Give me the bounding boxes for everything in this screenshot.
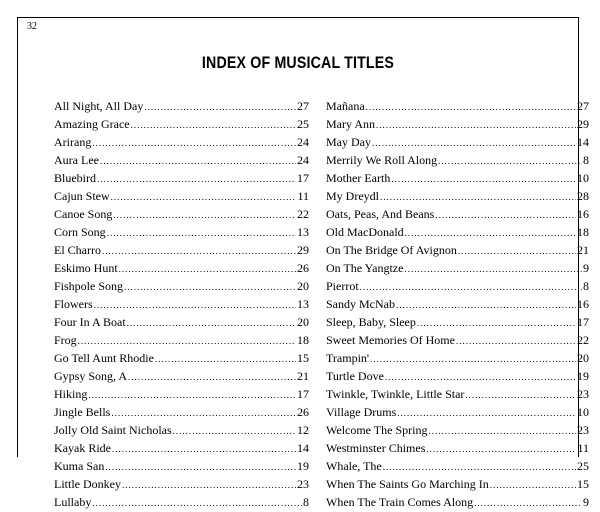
index-entry-title: Welcome The Spring xyxy=(326,423,428,437)
index-entry xyxy=(326,421,589,439)
index-entry-title: Corn Song xyxy=(54,225,106,239)
index-entry-title: Jolly Old Saint Nicholas xyxy=(54,423,172,437)
index-entry-title: Jingle Bells xyxy=(54,405,111,419)
index-entry-page: 18 xyxy=(577,225,589,239)
index-entry xyxy=(326,169,589,187)
dot-leader xyxy=(128,368,296,386)
index-entry-page: 11 xyxy=(577,441,589,455)
index-entry-page: 10 xyxy=(577,405,589,419)
index-entry-title: Sleep, Baby, Sleep xyxy=(326,315,416,329)
dot-leader xyxy=(92,494,302,512)
dot-leader xyxy=(88,386,296,404)
index-entry xyxy=(326,115,589,133)
index-entry xyxy=(326,313,589,331)
index-entry-title: Little Donkey xyxy=(54,477,121,491)
index-entry xyxy=(326,205,589,223)
index-entry-page: 20 xyxy=(297,315,309,329)
index-entry-title: Trampin' xyxy=(326,351,370,365)
dot-leader xyxy=(396,296,576,314)
index-entry xyxy=(326,187,589,205)
index-entry xyxy=(326,439,589,457)
dot-leader xyxy=(92,134,296,152)
dot-leader xyxy=(383,458,576,476)
index-entry-page: 25 xyxy=(297,117,309,131)
index-entry-title: Cajun Stew xyxy=(54,189,110,203)
index-entry xyxy=(54,457,309,475)
index-entry xyxy=(54,367,309,385)
dot-leader xyxy=(438,152,582,170)
dot-leader xyxy=(417,314,576,332)
index-entry-page: 9 xyxy=(583,261,589,275)
index-entry-title: Mother Earth xyxy=(326,171,391,185)
index-entry xyxy=(326,97,589,115)
index-entry-title: Go Tell Aunt Rhodie xyxy=(54,351,154,365)
dot-leader xyxy=(124,278,296,296)
index-entry-title: May Day xyxy=(326,135,371,149)
page-number: 32 xyxy=(27,21,37,32)
index-entry-title: Sweet Memories Of Home xyxy=(326,333,455,347)
dot-leader xyxy=(113,206,296,224)
dot-leader xyxy=(391,170,576,188)
index-entry-page: 12 xyxy=(297,423,309,437)
index-entry-title: Arirang xyxy=(54,135,92,149)
index-entry-page: 13 xyxy=(297,225,309,239)
dot-leader xyxy=(360,278,582,296)
dot-leader xyxy=(144,98,296,116)
index-entry xyxy=(54,439,309,457)
index-entry xyxy=(326,403,589,421)
index-entry-title: Lullaby xyxy=(54,495,92,509)
index-entry-title: When The Train Comes Along xyxy=(326,495,474,509)
dot-leader xyxy=(122,476,296,494)
index-entry xyxy=(326,223,589,241)
index-entry xyxy=(326,277,589,295)
index-entry xyxy=(326,151,589,169)
dot-leader xyxy=(94,296,296,314)
index-entry xyxy=(54,313,309,331)
index-entry-page: 22 xyxy=(297,207,309,221)
index-entry xyxy=(54,421,309,439)
index-entry xyxy=(54,151,309,169)
dot-leader xyxy=(458,242,576,260)
dot-leader xyxy=(100,152,296,170)
index-entry xyxy=(326,457,589,475)
index-entry-page: 26 xyxy=(297,261,309,275)
index-entry xyxy=(54,277,309,295)
index-entry-page: 15 xyxy=(577,477,589,491)
index-entry-title: When The Saints Go Marching In xyxy=(326,477,489,491)
index-entry-title: Oats, Peas, And Beans xyxy=(326,207,435,221)
document-page xyxy=(17,17,589,509)
index-entry-page: 8 xyxy=(583,279,589,293)
index-entry-page: 20 xyxy=(297,279,309,293)
index-entry xyxy=(54,403,309,421)
index-entry xyxy=(54,223,309,241)
dot-leader xyxy=(111,404,296,422)
index-entry-page: 24 xyxy=(297,135,309,149)
index-entry-page: 18 xyxy=(297,333,309,347)
index-column-left xyxy=(54,97,309,511)
index-entry xyxy=(326,259,589,277)
dot-leader xyxy=(380,188,576,206)
index-entry xyxy=(54,385,309,403)
dot-leader xyxy=(155,350,296,368)
index-entry-page: 17 xyxy=(297,387,309,401)
index-entry-page: 10 xyxy=(577,171,589,185)
index-entry-page: 20 xyxy=(577,351,589,365)
index-entry xyxy=(54,187,309,205)
index-entry xyxy=(54,349,309,367)
index-entry xyxy=(54,259,309,277)
index-entry-title: On The Bridge Of Avignon xyxy=(326,243,457,257)
index-entry-page: 28 xyxy=(577,189,589,203)
index-entry-page: 16 xyxy=(577,207,589,221)
index-entry-title: Frog xyxy=(54,333,77,347)
index-entry xyxy=(326,331,589,349)
dot-leader xyxy=(366,98,576,116)
index-entry xyxy=(54,205,309,223)
index-entry-title: Kayak Ride xyxy=(54,441,111,455)
index-entry-title: Kuma San xyxy=(54,459,105,473)
index-entry-title: Amazing Grace xyxy=(54,117,130,131)
index-entry-page: 19 xyxy=(577,369,589,383)
dot-leader xyxy=(372,134,576,152)
dot-leader xyxy=(97,170,296,188)
index-entry-page: 29 xyxy=(297,243,309,257)
index-entry-title: Village Drums xyxy=(326,405,397,419)
dot-leader xyxy=(474,494,582,512)
index-entry-page: 23 xyxy=(577,423,589,437)
index-entry-title: Fishpole Song xyxy=(54,279,124,293)
index-entry xyxy=(54,133,309,151)
dot-leader xyxy=(426,440,576,458)
index-entry xyxy=(54,493,309,511)
index-entry-page: 16 xyxy=(577,297,589,311)
dot-leader xyxy=(131,116,296,134)
index-entry-title: Hiking xyxy=(54,387,88,401)
dot-leader xyxy=(78,332,296,350)
dot-leader xyxy=(107,224,296,242)
dot-leader xyxy=(456,332,576,350)
page-title: INDEX OF MUSICAL TITLES xyxy=(201,54,395,72)
dot-leader xyxy=(127,314,296,332)
dot-leader xyxy=(428,422,576,440)
index-entry-title: Turtle Dove xyxy=(326,369,384,383)
index-entry-title: Eskimo Hunt xyxy=(54,261,118,275)
index-entry-page: 26 xyxy=(297,405,309,419)
index-entry-title: Pierrot xyxy=(326,279,359,293)
index-entry-page: 23 xyxy=(577,387,589,401)
dot-leader xyxy=(112,440,296,458)
index-entry-page: 15 xyxy=(297,351,309,365)
index-entry xyxy=(326,133,589,151)
dot-leader xyxy=(111,188,297,206)
index-entry-page: 8 xyxy=(303,495,309,509)
index-entry-title: Old MacDonald xyxy=(326,225,404,239)
index-entry-title: My Dreydl xyxy=(326,189,379,203)
index-entry-title: Bluebird xyxy=(54,171,96,185)
index-entry-title: Whale, The xyxy=(326,459,382,473)
index-entry xyxy=(326,367,589,385)
dot-leader xyxy=(435,206,576,224)
index-entry-page: 9 xyxy=(583,495,589,509)
index-entry-page: 14 xyxy=(577,135,589,149)
index-entry-page: 11 xyxy=(297,189,309,203)
index-entry-title: El Charro xyxy=(54,243,101,257)
index-entry xyxy=(54,169,309,187)
dot-leader xyxy=(397,404,576,422)
index-entry-page: 23 xyxy=(297,477,309,491)
dot-leader xyxy=(105,458,296,476)
index-entry-page: 8 xyxy=(583,153,589,167)
index-entry-title: Canoe Song xyxy=(54,207,113,221)
index-entry-page: 21 xyxy=(577,243,589,257)
index-entry-title: Four In A Boat xyxy=(54,315,126,329)
index-entry-page: 25 xyxy=(577,459,589,473)
index-entry-page: 22 xyxy=(577,333,589,347)
index-entry xyxy=(326,385,589,403)
index-entry xyxy=(326,493,589,511)
index-entry xyxy=(54,97,309,115)
index-entry xyxy=(54,331,309,349)
index-entry-page: 14 xyxy=(297,441,309,455)
index-entry-title: Twinkle, Twinkle, Little Star xyxy=(326,387,465,401)
index-column-right xyxy=(326,97,589,511)
index-entry-page: 21 xyxy=(297,369,309,383)
dot-leader xyxy=(490,476,576,494)
index-entry-page: 27 xyxy=(577,99,589,113)
index-entry xyxy=(54,241,309,259)
index-entry-page: 17 xyxy=(577,315,589,329)
index-entry-title: Merrily We Roll Along xyxy=(326,153,438,167)
index-entry-page: 27 xyxy=(297,99,309,113)
index-entry xyxy=(54,295,309,313)
dot-leader xyxy=(119,260,296,278)
index-entry xyxy=(326,241,589,259)
index-entry xyxy=(326,295,589,313)
index-entry-title: Flowers xyxy=(54,297,93,311)
dot-leader xyxy=(173,422,296,440)
index-entry xyxy=(326,349,589,367)
index-entry-title: Mary Ann xyxy=(326,117,375,131)
index-entry-title: All Night, All Day xyxy=(54,99,144,113)
index-entry-title: Gypsy Song, A xyxy=(54,369,128,383)
dot-leader xyxy=(465,386,576,404)
index-entry xyxy=(54,475,309,493)
dot-leader xyxy=(404,260,582,278)
index-entry xyxy=(54,115,309,133)
index-entry xyxy=(326,475,589,493)
index-entry-title: Sandy McNab xyxy=(326,297,395,311)
index-entry-page: 29 xyxy=(577,117,589,131)
index-entry-title: Mañana xyxy=(326,99,365,113)
index-entry-title: Aura Lee xyxy=(54,153,99,167)
index-entry-title: Westminster Chimes xyxy=(326,441,426,455)
dot-leader xyxy=(376,116,576,134)
index-entry-title: On The Yangtze xyxy=(326,261,404,275)
dot-leader xyxy=(405,224,576,242)
index-entry-page: 19 xyxy=(297,459,309,473)
dot-leader xyxy=(385,368,576,386)
index-entry-page: 24 xyxy=(297,153,309,167)
dot-leader xyxy=(102,242,296,260)
index-entry-page: 13 xyxy=(297,297,309,311)
index-entry-page: 17 xyxy=(297,171,309,185)
dot-leader xyxy=(370,350,576,368)
